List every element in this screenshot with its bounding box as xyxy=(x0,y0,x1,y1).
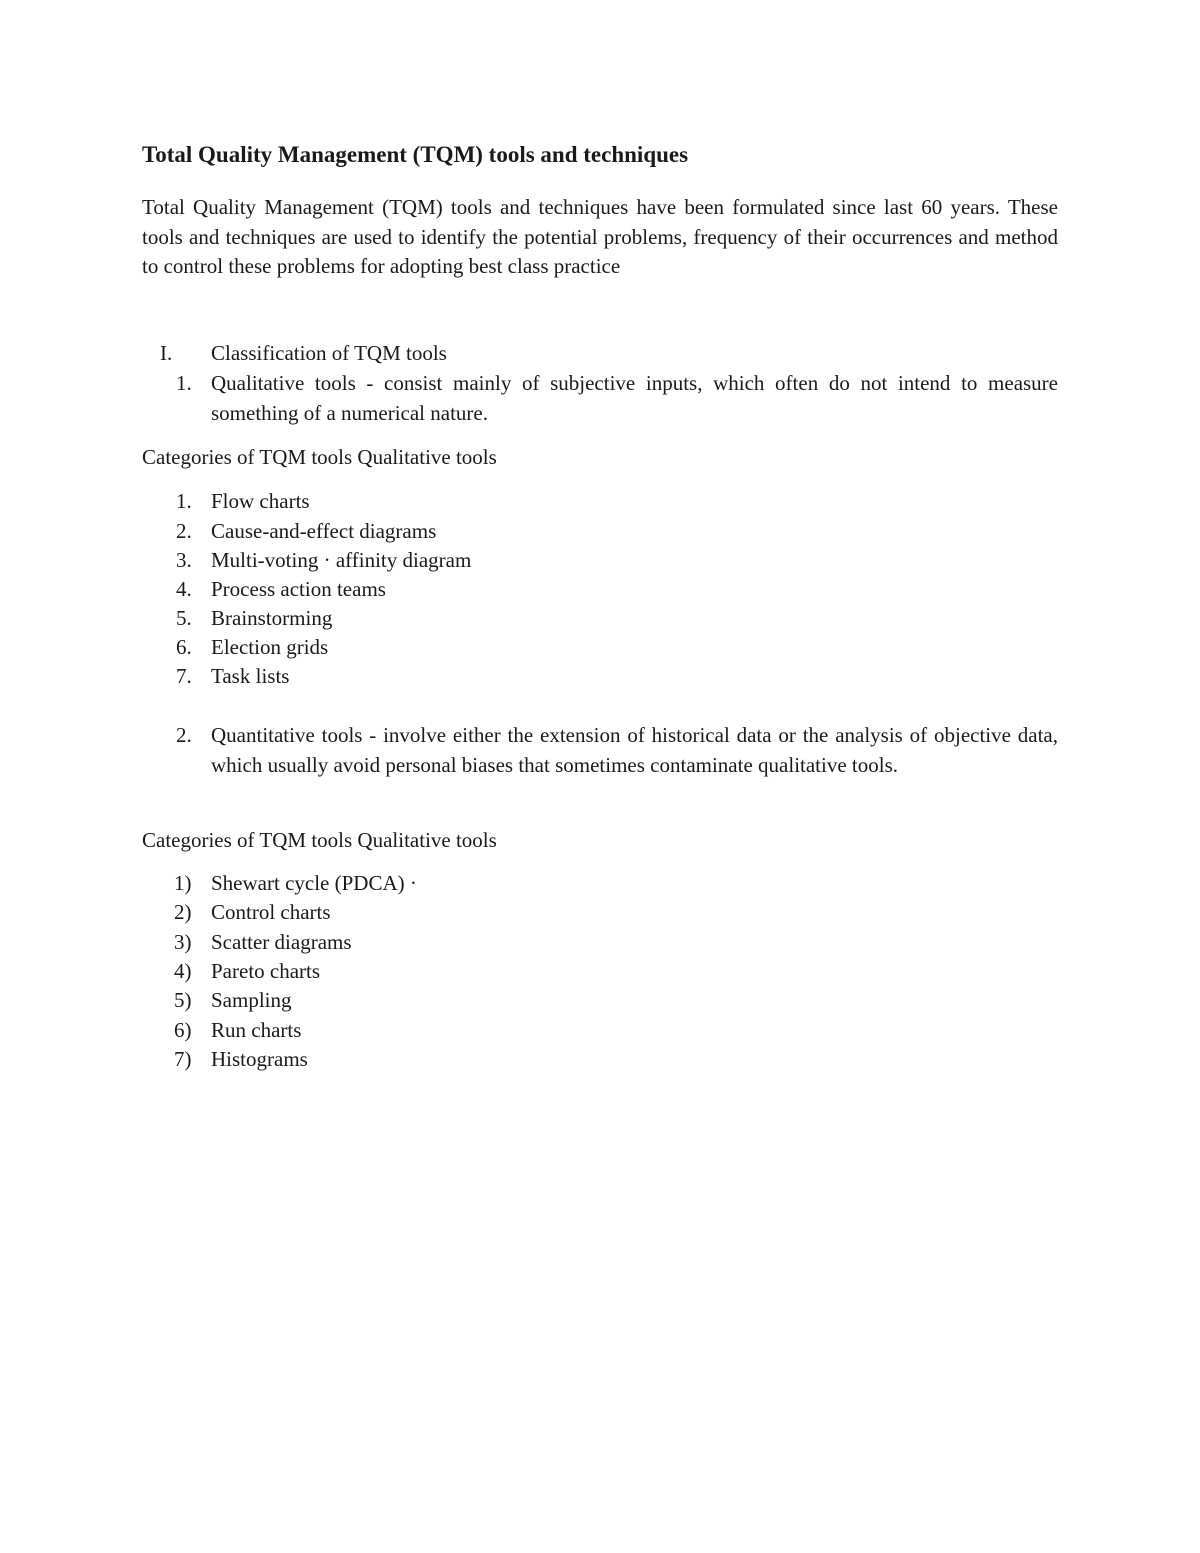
qualitative-tools-text: Qualitative tools - consist mainly of subjective inputs, which often do not intend to measure something of a numerical nature. xyxy=(211,371,1058,425)
intro-paragraph: Total Quality Management (TQM) tools and techniques have been formulated since last 60 years. These tools and techniques are used to identify the potential problems, frequency of their occurrences and method to control these problems for adopting best class practice xyxy=(142,195,1058,278)
categories-heading-1: Categories of TQM tools Qualitative tools xyxy=(142,445,497,469)
list-item xyxy=(142,546,1058,576)
list-marker: 1. xyxy=(176,371,192,395)
list-marker: 4) xyxy=(174,959,192,983)
page-title: Total Quality Management (TQM) tools and techniques xyxy=(142,142,689,167)
section-heading-text: Classification of TQM tools xyxy=(211,341,447,365)
list-marker: 2. xyxy=(176,723,192,747)
quantitative-tools-item xyxy=(142,721,1058,780)
list-item xyxy=(142,487,1058,517)
list-item xyxy=(142,1016,1058,1046)
section-heading xyxy=(142,339,1058,369)
list-item xyxy=(142,869,1058,899)
list-marker: 7. xyxy=(176,664,192,688)
list-item xyxy=(142,986,1058,1016)
list-marker: 3. xyxy=(176,548,192,572)
categories-heading-2: Categories of TQM tools Qualitative tools xyxy=(142,828,497,852)
list-item-label: Process action teams xyxy=(211,577,386,601)
list-item-label: Cause-and-effect diagrams xyxy=(211,519,437,543)
section-marker: I. xyxy=(160,341,173,365)
list-item-label: Control charts xyxy=(211,900,331,924)
list-item-label: Election grids xyxy=(211,635,329,659)
list-item xyxy=(142,517,1058,547)
list-marker: 7) xyxy=(174,1047,192,1071)
list-item xyxy=(142,604,1058,634)
list-item-label: Sampling xyxy=(211,988,292,1012)
list-item-label: Run charts xyxy=(211,1018,302,1042)
quantitative-tools-text: Quantitative tools - involve either the extension of historical data or the analysis of objective data, which usually avoid personal biases that sometimes contaminate qualitative tools. xyxy=(211,723,1058,777)
list-item-label: Flow charts xyxy=(211,489,310,513)
list-item xyxy=(142,957,1058,987)
list-marker: 5) xyxy=(174,988,192,1012)
list-marker: 1. xyxy=(176,489,192,513)
list-item-label: Shewart cycle (PDCA) · xyxy=(211,871,417,895)
list-item xyxy=(142,575,1058,605)
list-item-label: Scatter diagrams xyxy=(211,930,352,954)
list-marker: 6) xyxy=(174,1018,192,1042)
list-marker: 1) xyxy=(174,871,192,895)
list-marker: 6. xyxy=(176,635,192,659)
list-marker: 2) xyxy=(174,900,192,924)
list-item-label: Histograms xyxy=(211,1047,308,1071)
list-item xyxy=(142,1045,1058,1075)
list-item xyxy=(142,898,1058,928)
list-item xyxy=(142,662,1058,692)
list-item-label: Pareto charts xyxy=(211,959,321,983)
list-item xyxy=(142,633,1058,663)
list-marker: 4. xyxy=(176,577,192,601)
qualitative-tools-item xyxy=(142,369,1058,428)
list-item-label: Brainstorming xyxy=(211,606,333,630)
list-marker: 3) xyxy=(174,930,192,954)
list-item-label: Multi-voting · affinity diagram xyxy=(211,548,472,572)
list-item-label: Task lists xyxy=(211,664,290,688)
list-item xyxy=(142,928,1058,958)
list-marker: 5. xyxy=(176,606,192,630)
list-marker: 2. xyxy=(176,519,192,543)
